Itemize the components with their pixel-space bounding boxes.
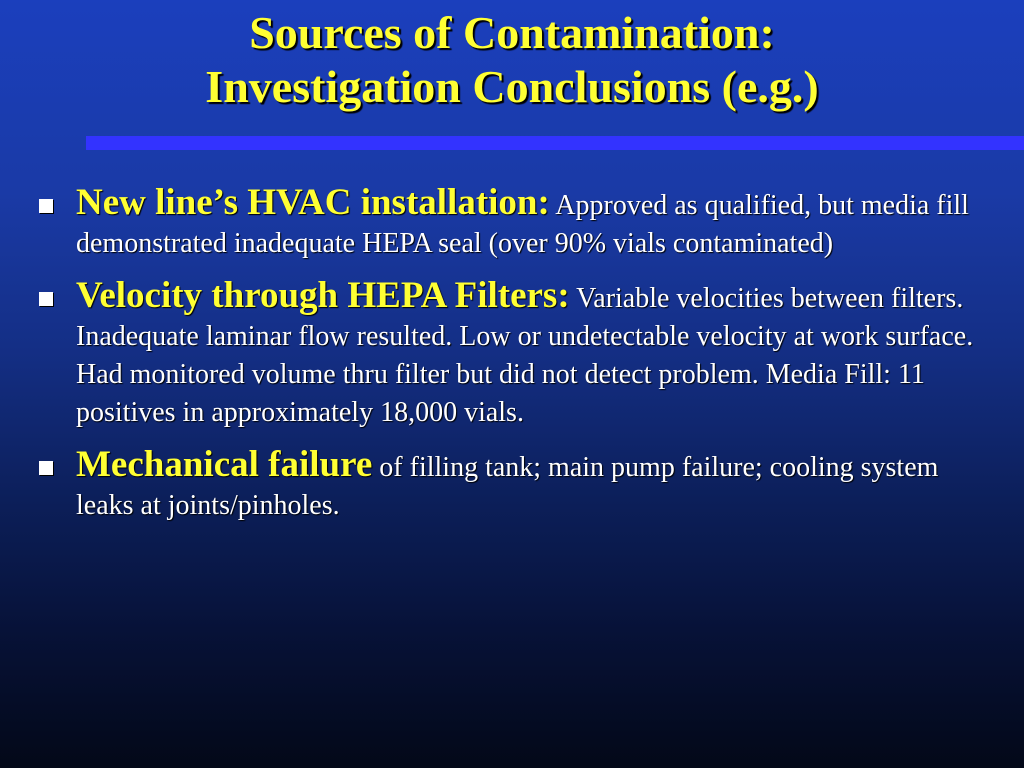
title-line-1: Sources of Contamination: <box>249 7 775 58</box>
bullet-item-hvac <box>36 184 996 263</box>
bullet-text: Approved as qualified, but media fill demonstrated inadequate HEPA seal (over 90% vials contaminated) <box>76 190 969 259</box>
bullet-heading: Mechanical failure <box>76 444 373 485</box>
bullet-list <box>36 184 996 539</box>
bullet-item-velocity <box>36 277 996 432</box>
title-line-2: Investigation Conclusions (e.g.) <box>205 61 819 112</box>
bullet-item-mechanical <box>36 446 996 525</box>
bullet-text: Variable velocities between filters. Inadequate laminar flow resulted. Low or undetectable velocity at work surface. Had monitored volume thru filter but did not detect problem. Media Fill: 11 positives in approximately 18,000 vials. <box>76 283 974 428</box>
square-bullet-icon <box>39 461 53 475</box>
slide-title <box>0 6 1024 114</box>
square-bullet-icon <box>39 199 53 213</box>
square-bullet-icon <box>39 292 53 306</box>
title-divider <box>86 136 1024 150</box>
bullet-heading: Velocity through HEPA Filters: <box>76 275 570 316</box>
bullet-heading: New line’s HVAC installation: <box>76 182 550 223</box>
bullet-text: of filling tank; main pump failure; cooling system leaks at joints/pinholes. <box>76 452 939 521</box>
